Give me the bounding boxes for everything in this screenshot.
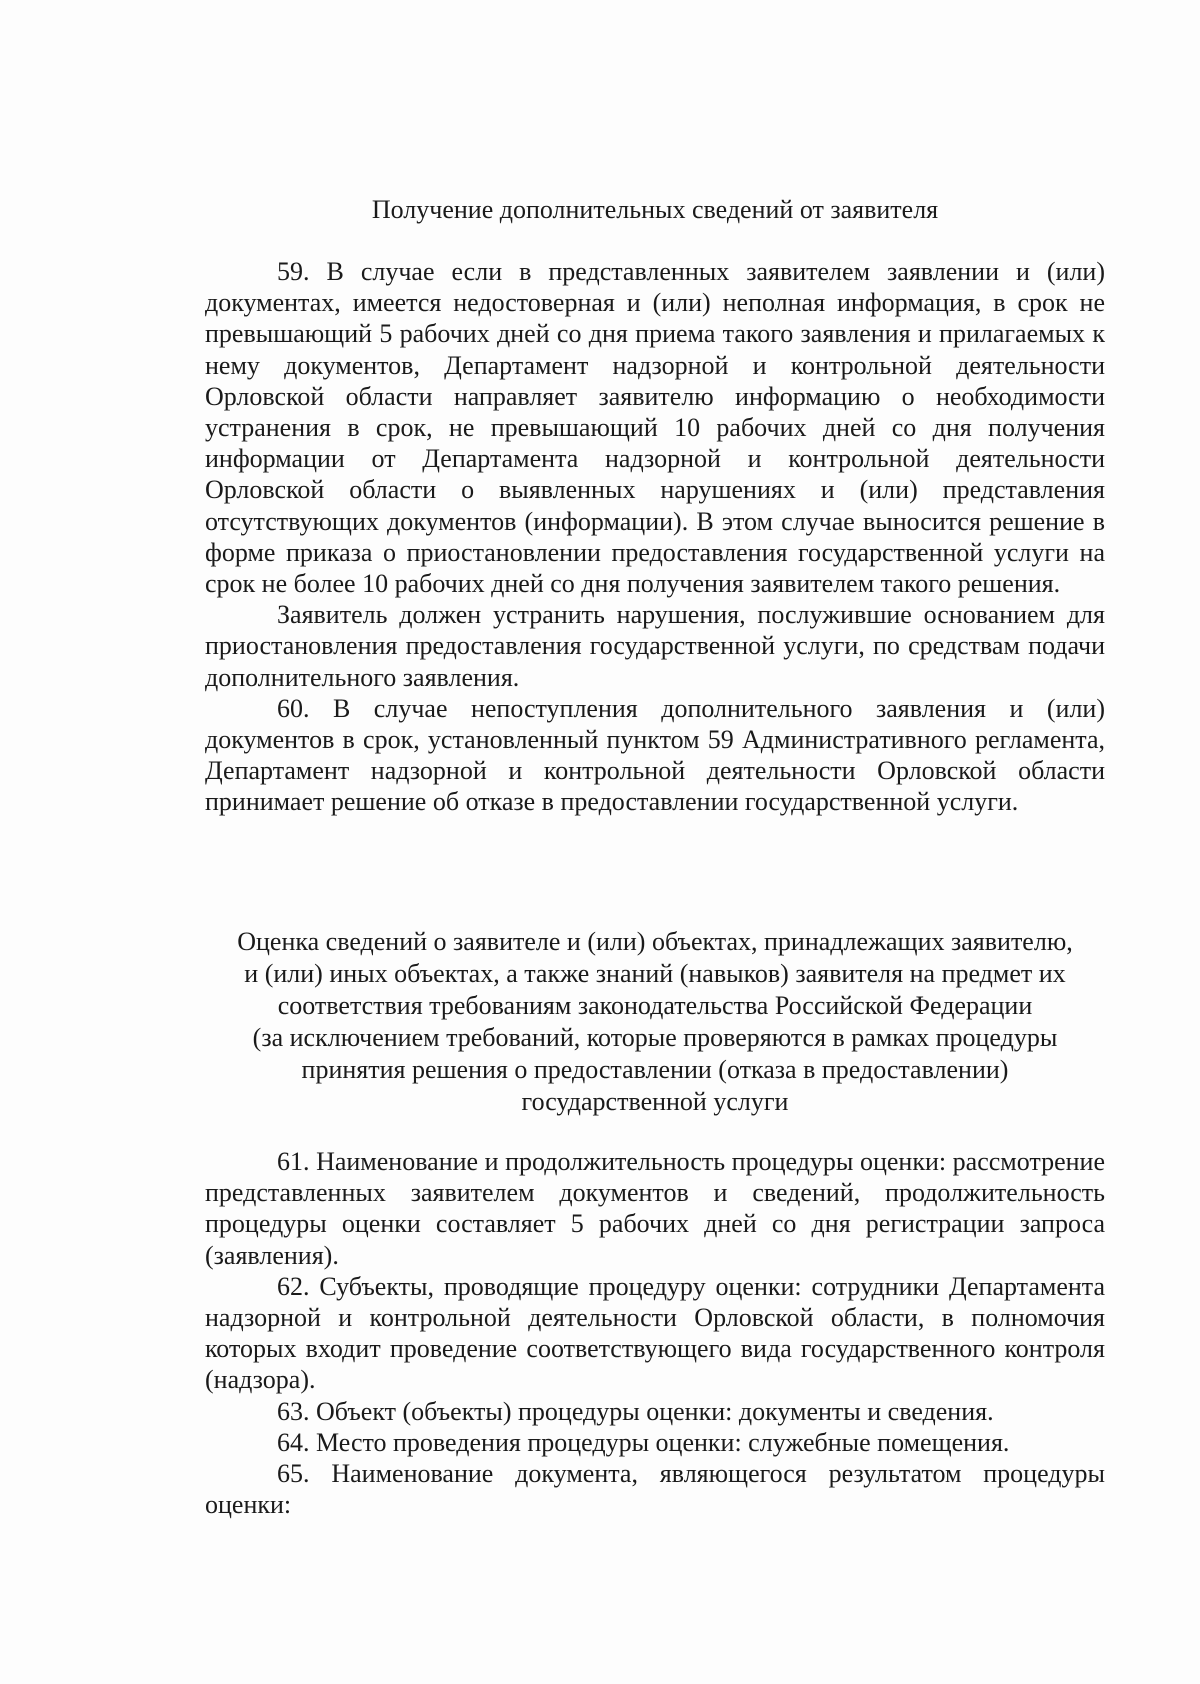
section-body	[205, 1146, 1105, 1520]
paragraph-59: 59. В случае если в представленных заявителем заявлении и (или) документах, имеется недостоверная и (или) неполная информация, в срок не превышающий 5 рабочих дней со дня приема такого заявления и прилагаемых к нему документов, Департамент надзорной и контрольной деятельности Орловской области направляет заявителю информацию о необходимости устранения в срок, не превышающий 10 рабочих дней со дня получения информации от Департамента надзорной и контрольной деятельности Орловской области о выявленных нарушениях и (или) представления отсутствующих документов (информации). В этом случае выносится решение в форме приказа о приостановлении предоставления государственной услуги на срок не более 10 рабочих дней со дня получения заявителем такого решения.	[205, 257, 1105, 599]
section-title-line: и (или) иных объектах, а также знаний (навыков) заявителя на предмет их	[244, 959, 1066, 988]
section-title-line: принятия решения о предоставлении (отказа в предоставлении)	[301, 1055, 1009, 1084]
paragraph-60: 60. В случае непоступления дополнительного заявления и (или) документов в срок, установленный пунктом 59 Административного регламента, Департамент надзорной и контрольной деятельности Орловской области принимает решение об отказе в предоставлении государственной услуги.	[205, 693, 1105, 817]
section-heading	[205, 194, 1105, 226]
section-title-line: соответствия требованиям законодательства Российской Федерации	[277, 991, 1033, 1020]
section-title-line: (за исключением требований, которые проверяются в рамках процедуры	[252, 1023, 1058, 1052]
section-title-line: государственной услуги	[521, 1087, 789, 1116]
paragraph-62: 62. Субъекты, проводящие процедуру оценки: сотрудники Департамента надзорной и контрольной деятельности Орловской области, в полномочия которых входит проведение соответствующего вида государственного контроля (надзора).	[205, 1271, 1105, 1395]
section-title-line: Оценка сведений о заявителе и (или) объектах, принадлежащих заявителю,	[237, 927, 1073, 956]
paragraph-65: 65. Наименование документа, являющегося результатом процедуры оценки:	[205, 1459, 1105, 1520]
paragraph-61: 61. Наименование и продолжительность процедуры оценки: рассмотрение представленных заявителем документов и сведений, продолжительность процедуры оценки составляет 5 рабочих дней со дня регистрации запроса (заявления).	[205, 1147, 1105, 1270]
section-body	[205, 256, 1105, 818]
paragraph-64: 64. Место проведения процедуры оценки: служебные помещения.	[277, 1427, 1010, 1457]
paragraph-applicant-obligation: Заявитель должен устранить нарушения, послужившие основанием для приостановления предоставления государственной услуги, по средствам подачи дополнительного заявления.	[205, 600, 1105, 692]
paragraph-63: 63. Объект (объекты) процедуры оценки: документы и сведения.	[277, 1396, 994, 1426]
section-heading	[205, 926, 1105, 1118]
section-title: Получение дополнительных сведений от заявителя	[371, 195, 939, 224]
